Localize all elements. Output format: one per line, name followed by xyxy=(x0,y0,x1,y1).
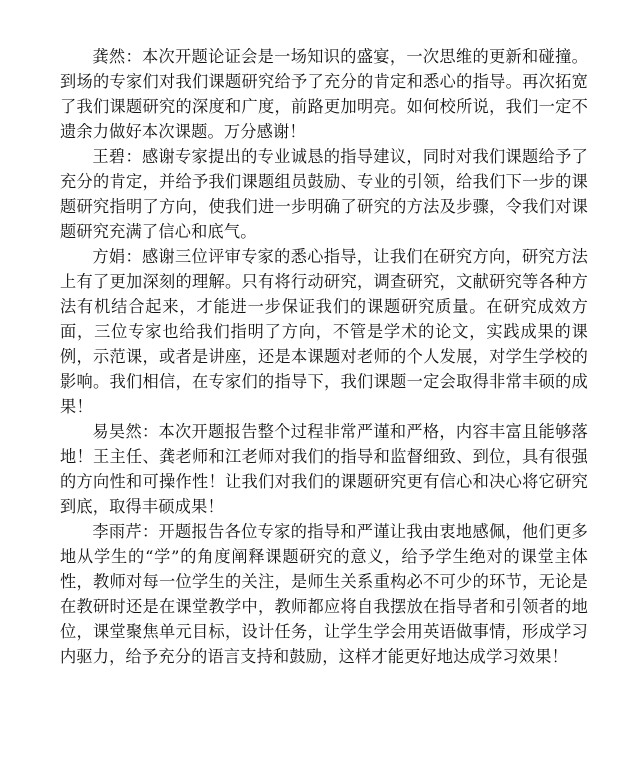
comment-paragraph-yi-haoran: 易昊然：本次开题报告整个过程非常严谨和严格，内容丰富且能够落地！王主任、龚老师和江老师对我们的指导和监督细致、到位，具有很强的方向性和可操作性！让我们对我们的课题研究更有信心和决心将它研究到底，取得丰硕成果！ xyxy=(60,422,588,516)
comment-paragraph-wang-bi: 王碧：感谢专家提出的专业诚恳的指导建议，同时对我们课题给予了充分的肯定，并给予我们课题组员鼓励、专业的引领，给我们下一步的课题研究指明了方向，使我们进一步明确了研究的方法及步骤，令我们对课题研究充满了信心和底气。 xyxy=(60,147,588,241)
comment-paragraph-fang-juan: 方娟：感谢三位评审专家的悉心指导，让我们在研究方向，研究方法上有了更加深刻的理解。只有将行动研究，调查研究，文献研究等各种方法有机结合起来，才能进一步保证我们的课题研究质量。在研究成效方面，三位专家也给我们指明了方向，不管是学术的论文，实践成果的课例，示范课，或者是讲座，还是本课题对老师的个人发展，对学生学校的影响。我们相信，在专家们的指导下，我们课题一定会取得非常丰硕的成果！ xyxy=(60,247,588,416)
comment-paragraph-li-yuqin: 李雨芹：开题报告各位专家的指导和严谨让我由衷地感佩，他们更多地从学生的“学”的角度阐释课题研究的意义，给予学生绝对的课堂主体性，教师对每一位学生的关注，是师生关系重构必不可少的环节，无论是在教研时还是在课堂教学中，教师都应将自我摆放在指导者和引领者的地位，课堂聚焦单元目标，设计任务，让学生学会用英语做事情，形成学习内驱力，给予充分的语言支持和鼓励，这样才能更好地达成学习效果！ xyxy=(60,522,588,666)
document-page xyxy=(60,44,588,669)
comment-paragraph-gong-ran: 龚然：本次开题论证会是一场知识的盛宴，一次思维的更新和碰撞。到场的专家们对我们课题研究给予了充分的肯定和悉心的指导。再次拓宽了我们课题研究的深度和广度，前路更加明亮。如何校所说，我们一定不遗余力做好本次课题。万分感谢！ xyxy=(60,47,588,141)
